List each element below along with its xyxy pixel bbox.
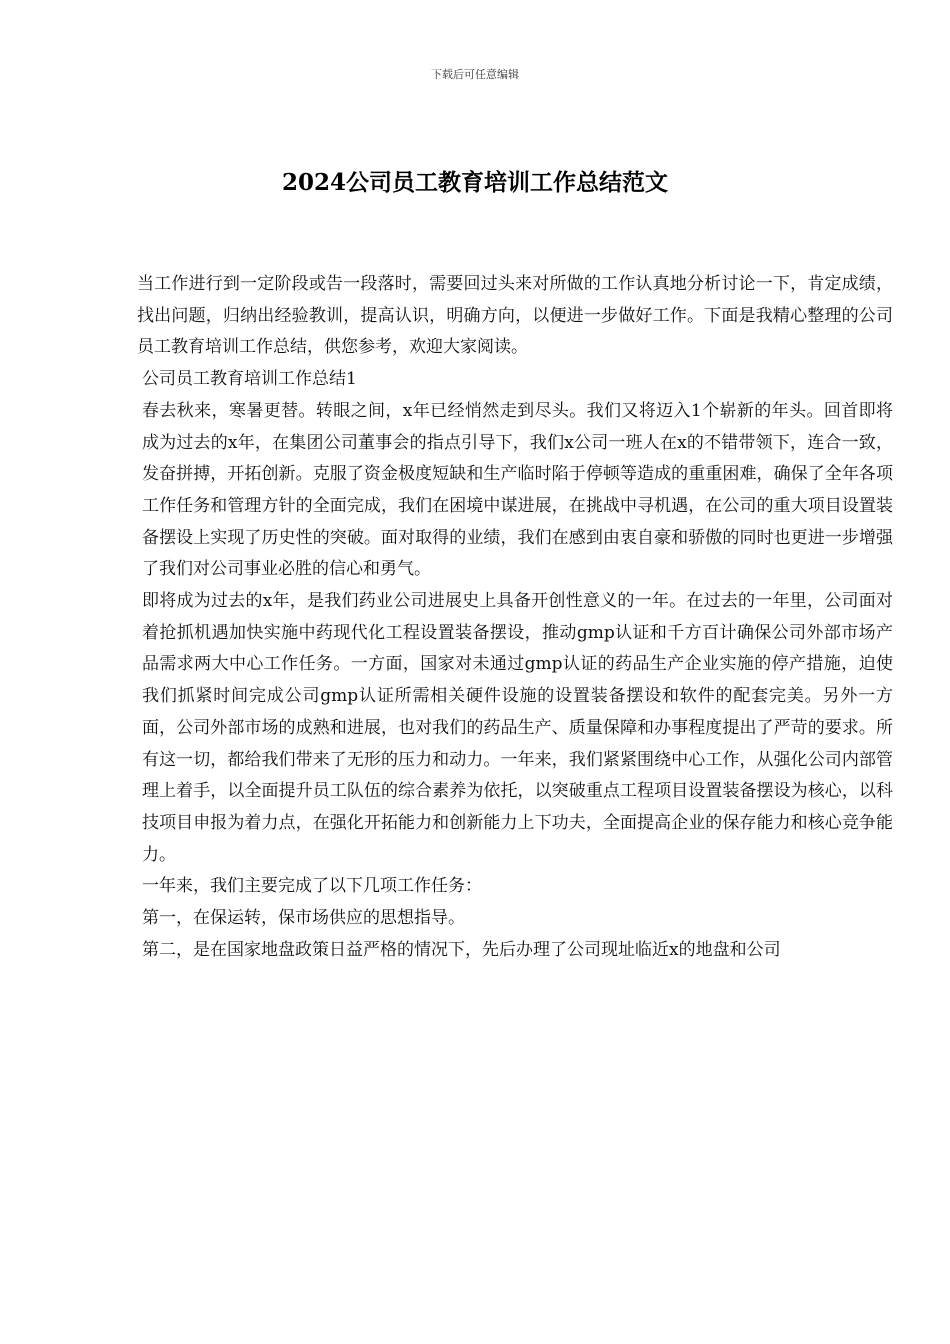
intro-paragraph: 当工作进行到一定阶段或告一段落时，需要回过头来对所做的工作认真地分析讨论一下，肯定成绩，找出问题，归纳出经验教训，提高认识，明确方向，以便进一步做好工作。下面是我精心整理的公司员工教育培训工作总结，供您参考，欢迎大家阅读。: [137, 274, 893, 358]
document-title: 2024公司员工教育培训工作总结范文: [281, 169, 668, 196]
document-body: [137, 269, 893, 966]
body-paragraph: 春去秋来，寒暑更替。转眼之间，x年已经悄然走到尽头。我们又将迈入1个崭新的年头。回首即将成为过去的x年，在集团公司董事会的指点引导下，我们x公司一班人在x的不错带领下，连合一致，发奋拼搏，开拓创新。克服了资金极度短缺和生产临时陷于停顿等造成的重重困难，确保了全年各项工作任务和管理方针的全面完成，我们在困境中谋进展，在挑战中寻机遇，在公司的重大项目设置装备摆设上实现了历史性的突破。面对取得的业绩，我们在感到由衷自豪和骄傲的同时也更进一步增强了我们对公司事业必胜的信心和勇气。: [142, 400, 893, 580]
body-paragraph: 一年来，我们主要完成了以下几项工作任务：: [142, 876, 482, 897]
body-paragraph: 第二，是在国家地盘政策日益严格的情况下，先后办理了公司现址临近x的地盘和公司: [142, 939, 781, 960]
header-note: 下载后可任意编辑: [431, 68, 519, 81]
body-paragraph: 即将成为过去的x年，是我们药业公司进展史上具备开创性意义的一年。在过去的一年里，公司面对着抢抓机遇加快实施中药现代化工程设置装备摆设，推动gmp认证和千方百计确保公司外部市场产品需求两大中心工作任务。一方面，国家对未通过gmp认证的药品生产企业实施的停产措施，迫使我们抓紧时间完成公司gmp认证所需相关硬件设施的设置装备摆设和软件的配套完美。另外一方面，公司外部市场的成熟和进展，也对我们的药品生产、质量保障和办事程度提出了严苛的要求。所有这一切，都给我们带来了无形的压力和动力。一年来，我们紧紧围绕中心工作，从强化公司内部管理上着手，以全面提升员工队伍的综合素养为依托，以突破重点工程项目设置装备摆设为核心，以科技项目申报为着力点，在强化开拓能力和创新能力上下功夫，全面提高企业的保存能力和核心竞争能力。: [142, 591, 893, 865]
body-paragraph: 第一，在保运转，保市场供应的思想指导。: [142, 908, 465, 929]
section-heading: 公司员工教育培训工作总结1: [142, 369, 357, 390]
